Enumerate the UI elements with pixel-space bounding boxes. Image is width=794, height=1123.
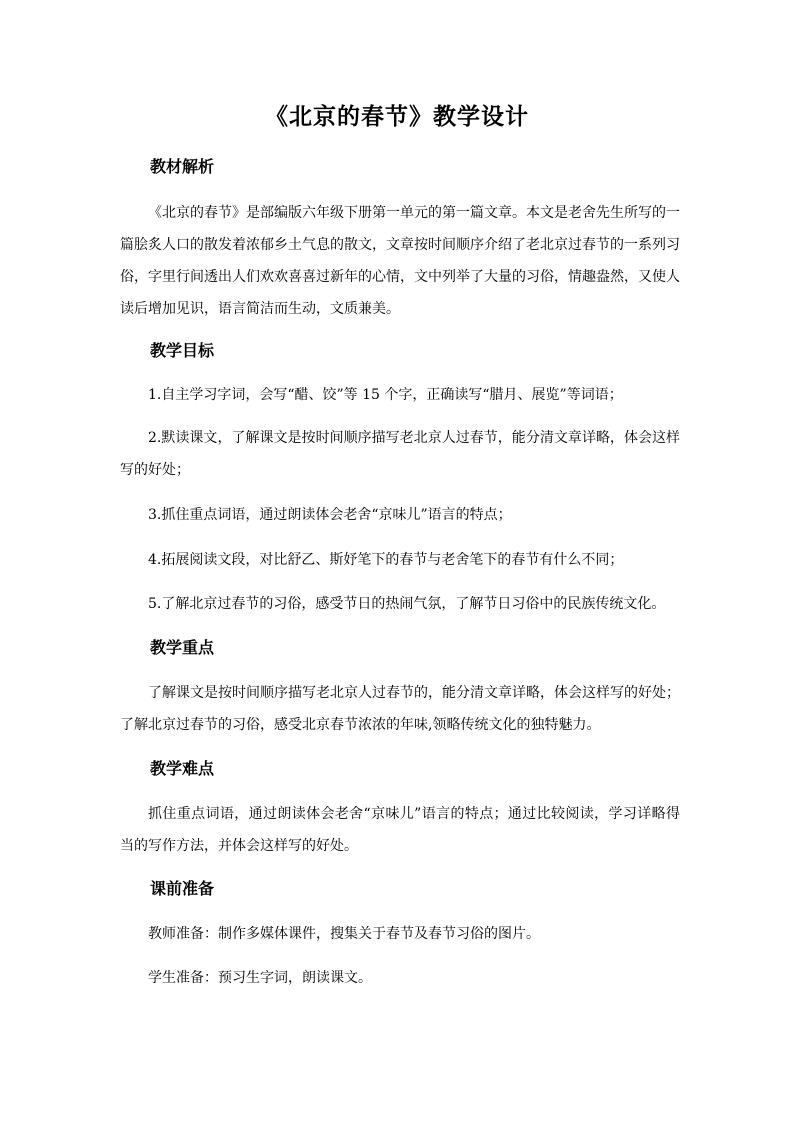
goal-item-4: 4.拓展阅读文段，对比舒乙、斯妤笔下的春节与老舍笔下的春节有什么不同；	[148, 552, 624, 568]
section-heading-key-points: 教学重点	[150, 638, 215, 657]
student-preparation: 学生准备：预习生字词，朗读课文。	[148, 970, 372, 986]
document-title: 《北京的春节》教学设计	[265, 103, 529, 130]
materials-paragraph: 《北京的春节》是部编版六年级下册第一单元的第一篇文章。本文是老舍先生所写的一篇脍炙人口的散发着浓郁乡土气息的散文，文章按时间顺序介绍了老北京过春节的一系列习俗，字里行间透出人们欢欢喜喜过新年的心情，文中列举了大量的习俗，情趣盎然，又使人读后增加见识，语言简洁而生动，文质兼美。	[120, 205, 680, 317]
section-heading-preparation: 课前准备	[150, 879, 215, 898]
goal-item-5: 5.了解北京过春节的习俗，感受节日的热闹气氛，了解节日习俗中的民族传统文化。	[148, 596, 666, 612]
teacher-preparation: 教师准备：制作多媒体课件，搜集关于春节及春节习俗的图片。	[148, 926, 540, 942]
goal-item-1: 1.自主学习字词，会写“醋、饺”等 15 个字，正确读写“腊月、展览”等词语；	[148, 387, 623, 403]
goal-item-2: 2.默读课文，了解课文是按时间顺序描写老北京人过春节，能分清文章详略，体会这样写的好处；	[120, 430, 680, 478]
section-heading-goals: 教学目标	[150, 341, 215, 360]
goal-item-3: 3.抓住重点词语，通过朗读体会老舍“京味儿”语言的特点；	[148, 507, 512, 523]
difficulties-paragraph: 抓住重点词语，通过朗读体会老舍“京味儿”语言的特点；通过比较阅读，学习详略得当的写作方法，并体会这样写的好处。	[120, 806, 680, 854]
key-points-paragraph: 了解课文是按时间顺序描写老北京人过春节的，能分清文章详略，体会这样写的好处；了解北京过春节的习俗，感受北京春节浓浓的年味,领略传统文化的独特魅力。	[120, 685, 680, 733]
section-heading-materials: 教材解析	[150, 157, 215, 176]
section-heading-difficulties: 教学难点	[150, 759, 215, 778]
